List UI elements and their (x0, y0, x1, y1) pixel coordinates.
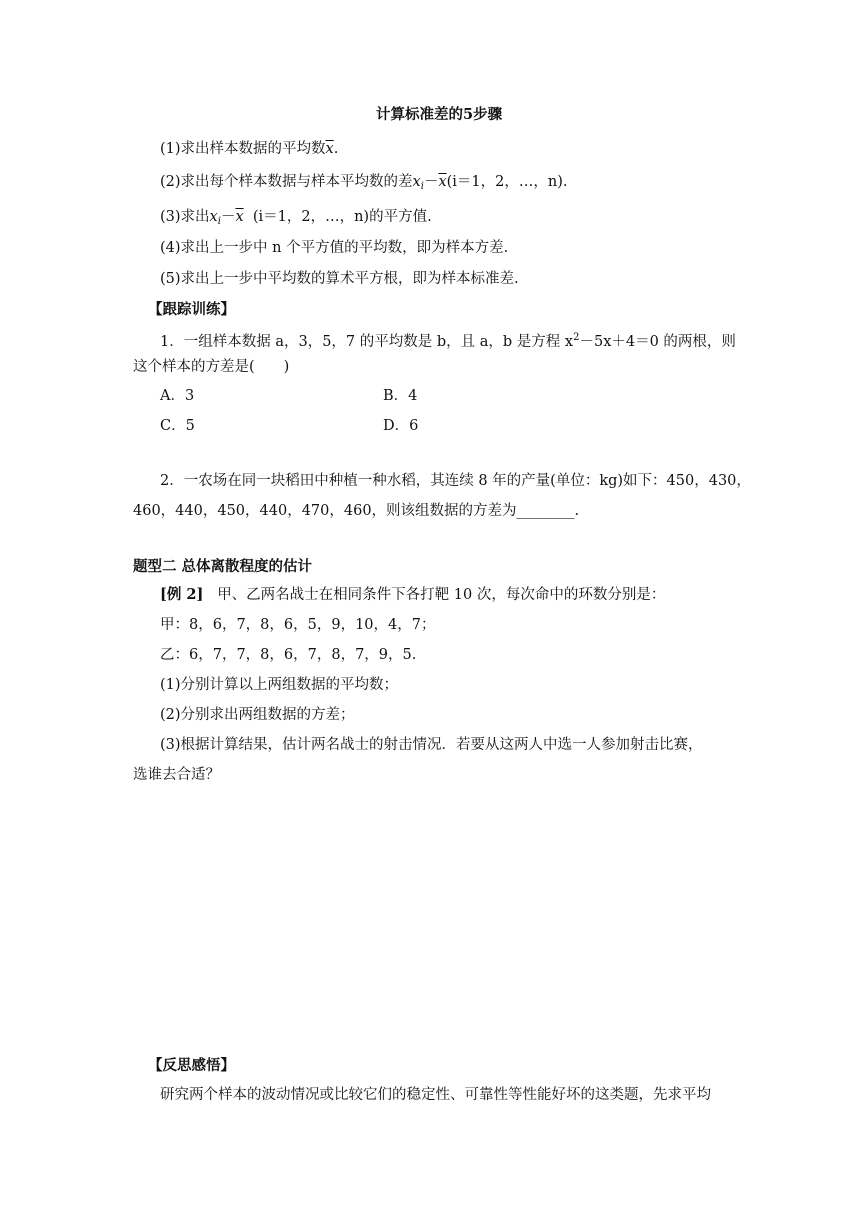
step-4: (4)求出上一步中 n 个平方值的平均数，即为样本方差. (160, 240, 509, 256)
mean-symbol: $\overline{x}$ (438, 174, 447, 190)
yi-scores: 乙：6，7，7，8，6，7，8，7，9，5. (160, 647, 417, 663)
step-2-range: (i＝1，2，…，n). (446, 174, 568, 190)
xi-symbol: x (412, 174, 421, 190)
xi-subscript: i (217, 216, 221, 227)
step-3-range: (i＝1，2，…，n)的平方值. (252, 209, 432, 225)
option-b: B．4 (383, 388, 418, 404)
question-1-line-1 (160, 328, 736, 352)
mean-symbol: $\overline{x}$ (325, 141, 334, 157)
reflection-text: 研究两个样本的波动情况或比较它们的稳定性、可靠性等性能好坏的这类题，先求平均 (160, 1087, 711, 1103)
question-1-line-2: 这个样本的方差是( ) (133, 359, 290, 375)
example-2 (160, 585, 665, 605)
minus-sign: － (220, 209, 236, 225)
exponent: 2 (573, 332, 580, 343)
xi-subscript: i (420, 181, 424, 192)
part-2: (2)分别求出两组数据的方差； (160, 707, 355, 723)
question-2-line-1: 2．一农场在同一块稻田中种植一种水稻，其连续 8 年的产量(单位：kg)如下：450，430， (160, 473, 751, 489)
part-3-line-1: (3)根据计算结果，估计两名战士的射击情况．若要从这两人中选一人参加射击比赛， (160, 737, 703, 753)
option-c: C．5 (160, 418, 195, 434)
question-2-line-2: 460，440，450，440，470，460，则该组数据的方差为________. (133, 503, 580, 519)
option-a: A．3 (160, 388, 195, 404)
step-2 (160, 172, 567, 197)
option-d: D．6 (383, 418, 419, 434)
example-label: [例 2] (160, 586, 204, 603)
step-3-text: (3)求出 (160, 209, 210, 225)
xi-symbol: x (209, 209, 218, 225)
step-5: (5)求出上一步中平均数的算术平方根，即为样本标准差. (160, 271, 519, 287)
step-3 (160, 207, 432, 232)
question-1-text-b: －5x＋4＝0 的两根，则 (579, 334, 736, 350)
practice-header: 【跟踪训练】 (148, 301, 235, 318)
mean-symbol: $\overline{x}$ (235, 209, 244, 225)
reflection-header: 【反思感悟】 (148, 1057, 235, 1074)
step-1 (160, 139, 338, 159)
type-2-header: 题型二 总体离散程度的估计 (133, 558, 313, 575)
section-title: 计算标准差的5步骤 (376, 106, 503, 123)
step-1-text: (1)求出样本数据的平均数 (160, 141, 326, 157)
question-1-text-a: 1．一组样本数据 a，3，5，7 的平均数是 b，且 a，b 是方程 x (160, 334, 574, 350)
jia-scores: 甲：8，6，7，8，6，5，9，10，4，7； (160, 617, 436, 633)
step-1-end: . (333, 141, 339, 157)
example-text: 甲、乙两名战士在相同条件下各打靶 10 次，每次命中的环数分别是： (217, 587, 666, 603)
part-1: (1)分别计算以上两组数据的平均数； (160, 677, 399, 693)
step-2-text: (2)求出每个样本数据与样本平均数的差 (160, 174, 413, 190)
part-3-line-2: 选谁去合适？ (133, 767, 220, 783)
minus-sign: － (423, 174, 439, 190)
